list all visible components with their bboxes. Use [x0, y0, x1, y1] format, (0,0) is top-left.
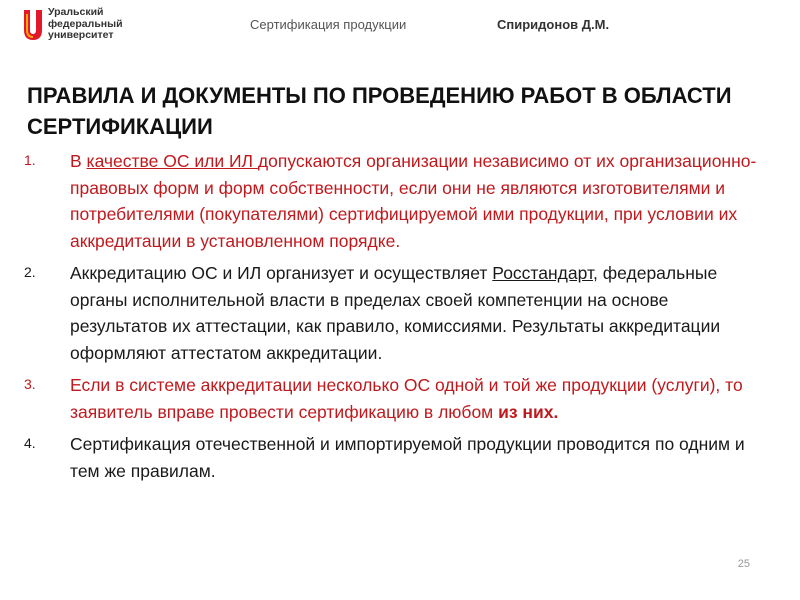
- item-text: Сертификация отечественной и импортируемой продукции проводится по одним и тем же правилам.: [70, 434, 745, 481]
- list-item: [24, 148, 769, 254]
- page-number: 25: [737, 558, 750, 570]
- list-item: [24, 260, 769, 366]
- university-logo: [22, 6, 152, 46]
- author-name: Спиридонов Д.М.: [497, 17, 610, 32]
- item-number: 2.: [24, 264, 36, 280]
- item-text: , федеральные органы исполнительной власти в пределах своей компетенции на основе результатов их аттестации, как правило, комиссиями. Результаты аккредитации оформляют аттестатом аккредитации.: [70, 263, 721, 363]
- logo-line-3: университет: [48, 29, 114, 41]
- course-name: Сертификация продукции: [250, 17, 407, 32]
- logo-line-2: федеральный: [48, 17, 123, 30]
- item-text: Аккредитацию ОС и ИЛ организует и осуществляет: [70, 263, 493, 283]
- item-number: 4.: [24, 435, 36, 451]
- item-number: 3.: [24, 376, 36, 392]
- item-text: допускаются организации независимо от их организационно-правовых форм и форм собственности, если они не являются изготовителями и потребителями (покупателями) сертифицируемой ими продукции, при условии их аккредитации в установленном порядке.: [70, 151, 757, 251]
- ural-federal-university-logo-icon: [22, 8, 44, 42]
- item-link[interactable]: качестве ОС или ИЛ: [86, 151, 258, 171]
- item-text: В: [70, 151, 87, 171]
- list-item: [24, 431, 769, 484]
- rules-list: [24, 148, 769, 490]
- slide-title: ПРАВИЛА И ДОКУМЕНТЫ ПО ПРОВЕДЕНИЮ РАБОТ В ОБЛАСТИ СЕРТИФИКАЦИИ: [27, 83, 732, 139]
- item-number: 1.: [24, 152, 36, 168]
- item-text: Если в системе аккредитации несколько ОС одной и той же продукции (услуги), то заявитель вправе провести сертификацию в любом: [70, 375, 743, 422]
- item-bold-text: из них.: [498, 401, 559, 422]
- list-item: [24, 372, 769, 425]
- item-link-rosstandart[interactable]: Росстандарт: [492, 263, 594, 283]
- logo-text: [48, 7, 158, 42]
- logo-line-1: Уральский: [48, 6, 104, 18]
